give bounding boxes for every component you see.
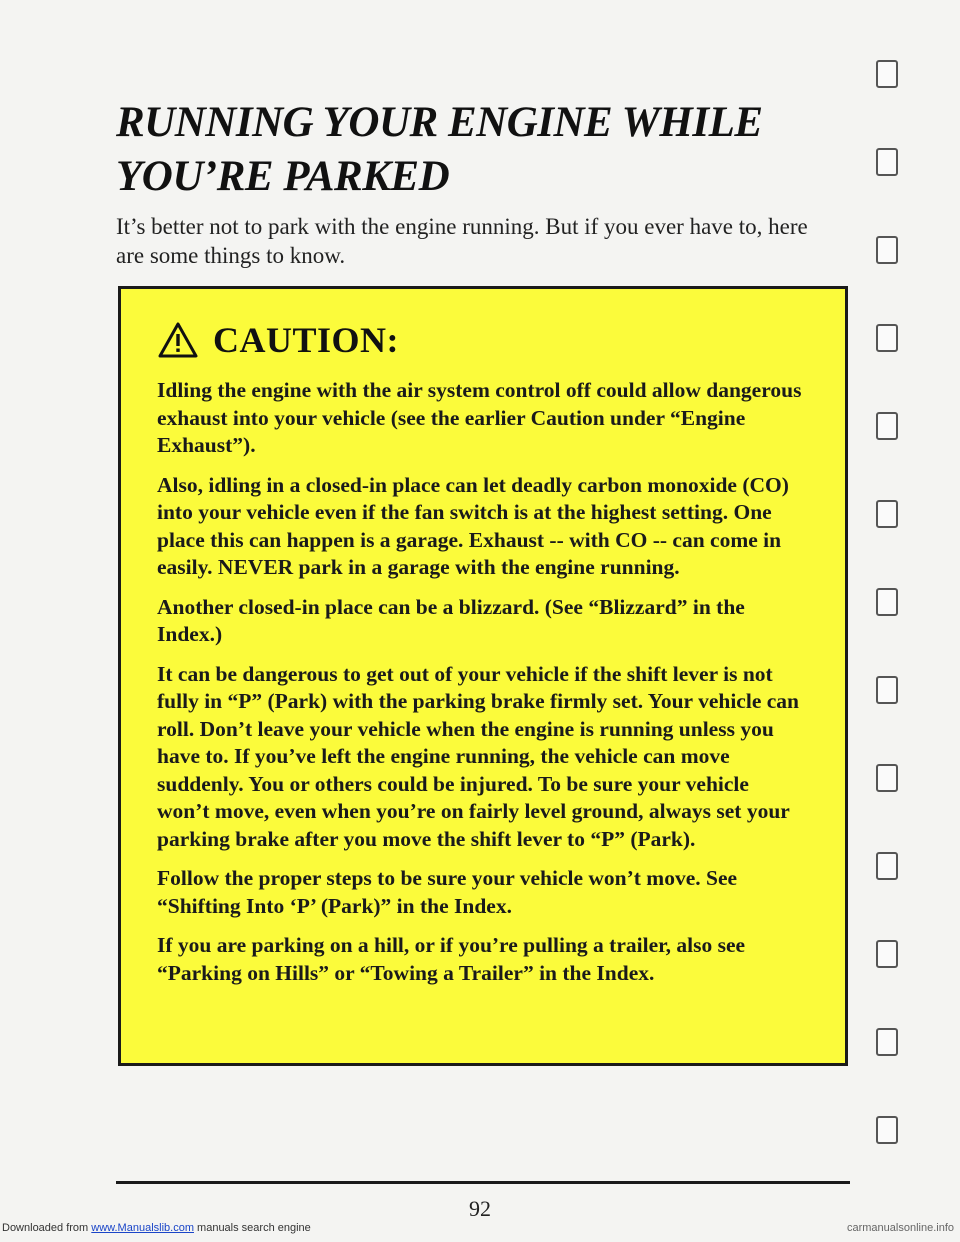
index-tab — [876, 500, 898, 528]
watermark: carmanualsonline.info — [846, 1222, 954, 1234]
download-suffix: manuals search engine — [193, 1222, 311, 1234]
index-tab — [876, 324, 898, 352]
caution-paragraph: Another closed-in place can be a blizzard. (See “Blizzard” in the Index.) — [157, 594, 745, 646]
download-prefix: Downloaded from — [2, 1222, 92, 1234]
intro-paragraph: It’s better not to park with the engine running. But if you ever have to, here are some things to know. — [116, 214, 808, 268]
caution-paragraph: It can be dangerous to get out of your vehicle if the shift lever is not fully in “P” (Park) with the parking brake firmly set. Your vehicle can roll. Don’t leave your vehicle when the engine is running unless you have to. If you’ve left the engine running, the vehicle can move suddenly. You or others could be injured. To be sure your vehicle won’t move, even when you’re on fairly level ground, always set your parking brake after you move the shift lever to “P” (Park). — [157, 661, 799, 851]
footer-rule — [116, 1181, 850, 1184]
index-tab — [876, 1116, 898, 1144]
index-tab — [876, 676, 898, 704]
index-tab — [876, 588, 898, 616]
page-title: RUNNING YOUR ENGINE WHILE YOU’RE PARKED — [116, 99, 763, 200]
caution-box — [118, 286, 848, 1066]
caution-label: CAUTION: — [213, 320, 400, 360]
index-tab — [876, 412, 898, 440]
manualslib-link[interactable]: www.Manualslib.com — [91, 1222, 194, 1234]
index-tab — [876, 1028, 898, 1056]
index-tab — [876, 148, 898, 176]
index-tab — [876, 852, 898, 880]
caution-paragraph: Follow the proper steps to be sure your vehicle won’t move. See “Shifting Into ‘P’ (Park)” in the Index. — [157, 866, 738, 918]
warning-triangle-icon — [157, 321, 199, 359]
page-number: 92 — [469, 1196, 491, 1221]
index-tab — [876, 940, 898, 968]
caution-paragraph: If you are parking on a hill, or if you’re pulling a trailer, also see “Parking on Hills” or “Towing a Trailer” in the Index. — [157, 933, 746, 985]
caution-paragraph: Also, idling in a closed-in place can let deadly carbon monoxide (CO) into your vehicle even if the fan switch is at the highest setting. One place this can happen is a garage. Exhaust -- with CO -- can come in easily. NEVER park in a garage with the engine running. — [157, 472, 789, 579]
caution-paragraph: Idling the engine with the air system control off could allow dangerous exhaust into your vehicle (see the earlier Caution under “Engine Exhaust”). — [157, 378, 802, 457]
index-tab — [876, 764, 898, 792]
index-tab — [876, 60, 898, 88]
index-tab — [876, 236, 898, 264]
index-tabs — [876, 60, 906, 1200]
download-note — [2, 1222, 311, 1234]
caution-header — [157, 317, 805, 363]
